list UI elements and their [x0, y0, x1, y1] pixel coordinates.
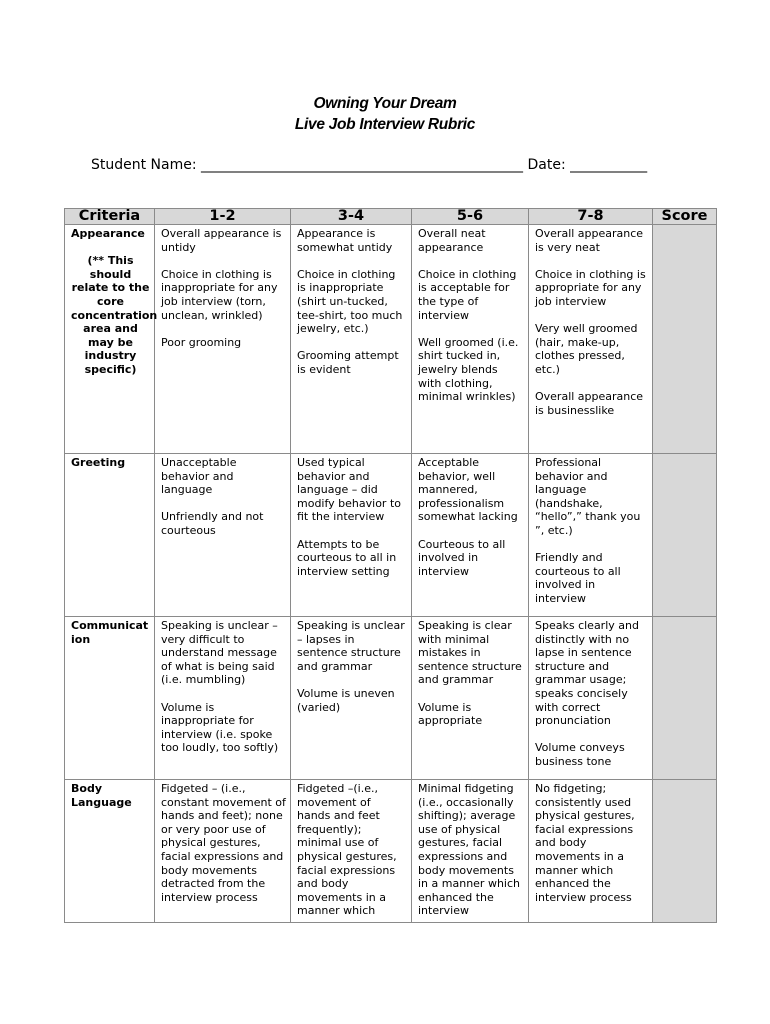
- header-score-1-2: 1-2: [155, 209, 291, 225]
- student-name-date-line: Student Name: ______________________________________________ Date: ___________: [91, 157, 648, 173]
- cell-text: Volume is appropriate: [418, 700, 483, 728]
- document-subtitle: Live Job Interview Rubric: [294, 116, 476, 133]
- cell-text: Speaks clearly and distinctly with no lapse in sentence structure and grammar usage; speaks concisely with correct pronunciation: [535, 619, 639, 728]
- cell-text: Unfriendly and not courteous: [161, 510, 264, 537]
- rubric-cell: [155, 225, 291, 454]
- rubric-cell: [412, 454, 529, 617]
- cell-text: Unacceptable behavior and language: [161, 456, 237, 497]
- table-row: [65, 780, 717, 923]
- cell-text: Used typical behavior and language – did modify behavior to fit the interview: [297, 456, 401, 524]
- document-title: Owning Your Dream: [313, 95, 457, 112]
- cell-text: Speaking is unclear – lapses in sentence structure and grammar: [297, 619, 405, 673]
- header-score-3-4: 3-4: [291, 209, 412, 225]
- cell-text: Very well groomed (hair, make-up, clothes pressed, etc.): [535, 322, 638, 376]
- rubric-cell: [291, 225, 412, 454]
- rubric-cell: [155, 780, 291, 923]
- rubric-cell: [529, 780, 653, 923]
- cell-text: Choice in clothing is appropriate for any job interview: [535, 267, 646, 308]
- criteria-cell: [65, 780, 155, 923]
- header-row: [65, 209, 717, 225]
- table-row: [65, 617, 717, 780]
- cell-text: Poor grooming: [161, 335, 242, 349]
- criteria-label: Body Language: [71, 782, 132, 809]
- cell-text: Choice in clothing is acceptable for the type of interview: [418, 267, 517, 322]
- rubric-cell: [155, 454, 291, 617]
- cell-text: Volume conveys business tone: [535, 741, 625, 768]
- cell-text: Volume is inappropriate for interview (i.e. spoke too loudly, too softly): [161, 700, 279, 755]
- cell-text: Volume is uneven (varied): [297, 686, 395, 714]
- rubric-cell: [412, 225, 529, 454]
- cell-text: Grooming attempt is evident: [297, 349, 399, 376]
- rubric-table: [64, 208, 717, 923]
- cell-text: Friendly and courteous to all involved in interview: [535, 551, 621, 605]
- rubric-cell: [291, 454, 412, 617]
- cell-text: Minimal fidgeting (i.e., occasionally shifting); average use of physical gestures, facial expressions and body movements in a manner which enhanced the interview: [418, 782, 520, 918]
- cell-text: Fidgeted – (i.e., constant movement of hands and feet); none or very poor use of physical gestures, facial expressions and body movements detracted from the interview process: [161, 782, 286, 904]
- criteria-cell: [65, 454, 155, 617]
- criteria-label: Communication: [71, 619, 149, 646]
- criteria-label: Greeting: [71, 456, 126, 469]
- score-cell[interactable]: [653, 454, 717, 617]
- rubric-cell: [529, 225, 653, 454]
- cell-text: Overall neat appearance: [418, 227, 486, 254]
- rubric-cell: [291, 780, 412, 923]
- cell-text: No fidgeting; consistently used physical gestures, facial expressions and body movements in a manner which enhanced the interview process: [535, 782, 635, 904]
- cell-text: Appearance is somewhat untidy: [297, 227, 393, 254]
- cell-text: Choice in clothing is inappropriate (shirt un-tucked, tee-shirt, too much jewelry, etc.): [297, 267, 403, 336]
- score-cell[interactable]: [653, 225, 717, 454]
- score-cell[interactable]: [653, 617, 717, 780]
- rubric-cell: [291, 617, 412, 780]
- criteria-cell: [65, 617, 155, 780]
- header-score: Score: [653, 209, 717, 225]
- header-criteria: Criteria: [65, 209, 155, 225]
- cell-text: Overall appearance is untidy: [161, 227, 282, 254]
- cell-text: Well groomed (i.e. shirt tucked in, jewelry blends with clothing, minimal wrinkles): [418, 335, 519, 404]
- cell-text: Acceptable behavior, well mannered, professionalism somewhat lacking: [418, 456, 518, 524]
- header-score-7-8: 7-8: [529, 209, 653, 225]
- cell-text: Overall appearance is very neat: [535, 227, 644, 254]
- criteria-cell: [65, 225, 158, 454]
- cell-text: Fidgeted –(i.e., movement of hands and feet frequently); minimal use of physical gestures, facial expressions and body movements in a manner which: [297, 782, 397, 918]
- rubric-cell: [529, 617, 653, 780]
- score-cell[interactable]: [653, 780, 717, 923]
- table-row: [65, 454, 717, 617]
- criteria-note: (** This should relate to the core concentration area and may be industry specific): [71, 254, 158, 376]
- cell-text: Speaking is clear with minimal mistakes in sentence structure and grammar: [418, 619, 522, 687]
- cell-text: Courteous to all involved in interview: [418, 537, 506, 578]
- cell-text: Speaking is unclear – very difficult to understand message of what is being said (i.e. mumbling): [161, 619, 278, 687]
- criteria-label: Appearance: [71, 227, 145, 240]
- rubric-cell: [529, 454, 653, 617]
- rubric-cell: [412, 780, 529, 923]
- rubric-cell: [412, 617, 529, 780]
- cell-text: Choice in clothing is inappropriate for any job interview (torn, unclean, wrinkled): [161, 267, 278, 322]
- cell-text: Overall appearance is businesslike: [535, 390, 644, 417]
- cell-text: Professional behavior and language (handshake, “hello”,” thank you ”, etc.): [535, 456, 641, 537]
- table-row: [65, 225, 717, 454]
- rubric-cell: [155, 617, 291, 780]
- cell-text: Attempts to be courteous to all in interview setting: [297, 537, 397, 578]
- header-score-5-6: 5-6: [412, 209, 529, 225]
